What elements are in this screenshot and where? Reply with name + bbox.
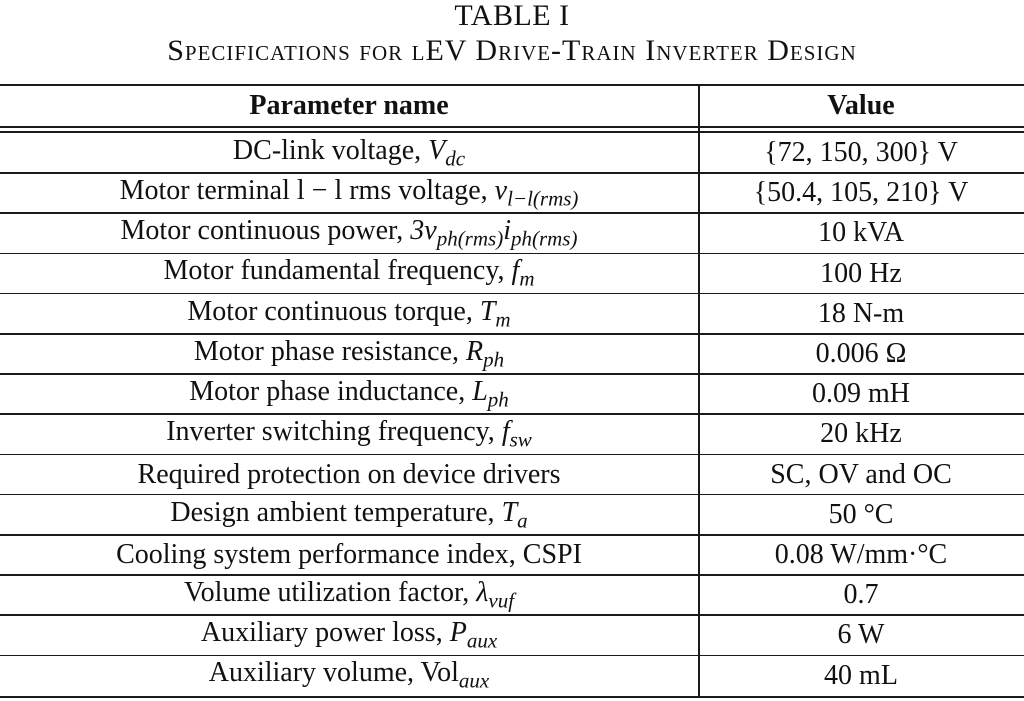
value-cell: {72, 150, 300} V <box>764 137 958 169</box>
parameter-symbol: P <box>449 617 467 649</box>
parameter-label: Motor continuous torque, <box>187 295 480 327</box>
parameter-label: DC-link voltage, <box>232 134 429 166</box>
value-cell: 0.08 W/mm·°C <box>774 539 948 571</box>
parameter-symbol: T <box>479 295 496 327</box>
parameter-cell <box>0 175 698 212</box>
parameter-symbol: T <box>501 496 518 528</box>
parameter-subscript: ph <box>483 347 505 372</box>
table-row <box>0 414 1024 454</box>
parameter-cell <box>0 376 698 413</box>
parameter-subscript: l−l(rms) <box>507 186 579 211</box>
parameter-label: Auxiliary volume, Vol <box>208 657 459 689</box>
table-bottom-rule <box>0 696 1024 698</box>
table-row <box>0 455 1024 495</box>
value-cell: 100 Hz <box>820 257 902 289</box>
table-row <box>0 575 1024 615</box>
parameter-cell <box>0 657 698 694</box>
parameter-subscript: ph <box>487 387 509 412</box>
table-row <box>0 334 1024 374</box>
table-row <box>0 254 1024 294</box>
parameter-subscript: a <box>517 508 528 533</box>
parameter-cell <box>0 617 698 654</box>
value-cell: 0.006 Ω <box>815 338 907 370</box>
parameter-label: Motor phase inductance, <box>189 375 473 407</box>
value-cell: 18 N-m <box>817 297 905 329</box>
parameter-cell <box>0 539 698 571</box>
value-cell: 20 kHz <box>820 418 902 450</box>
parameter-cell <box>0 296 698 333</box>
table-row <box>0 374 1024 414</box>
parameter-subscript: vuf <box>488 588 515 613</box>
parameter-label: Design ambient temperature, <box>170 496 502 528</box>
value-cell: SC, OV and OC <box>770 458 952 490</box>
parameter-cell <box>0 135 698 172</box>
table-caption-title: Specifications for lEV Drive-Train Inverter Design <box>167 34 857 67</box>
parameter-symbol: λ <box>476 576 489 608</box>
parameter-cell <box>0 577 698 614</box>
parameter-symbol: v <box>494 174 508 206</box>
parameter-label: Motor fundamental frequency, <box>163 255 512 287</box>
table-header-row <box>0 86 1024 126</box>
parameter-label: Cooling system performance index, CSPI <box>116 539 582 571</box>
parameter-symbol: f <box>511 255 520 287</box>
parameter-symbol: V <box>428 134 446 166</box>
value-cell: 0.7 <box>843 579 879 611</box>
parameter-symbol-2: i <box>503 215 511 247</box>
column-divider <box>698 84 700 698</box>
parameter-cell <box>0 497 698 534</box>
header-parameter-name: Parameter name <box>249 90 449 121</box>
parameter-symbol: L <box>472 375 488 407</box>
parameter-subscript: aux <box>458 668 490 693</box>
value-cell: 40 mL <box>824 659 898 691</box>
table-row <box>0 133 1024 173</box>
parameter-label: Volume utilization factor, <box>183 576 477 608</box>
header-value: Value <box>827 90 895 121</box>
table-row <box>0 173 1024 213</box>
parameter-cell <box>0 215 698 252</box>
value-cell: 10 kVA <box>818 217 904 249</box>
parameter-label: Inverter switching frequency, <box>166 416 502 448</box>
table-row <box>0 495 1024 535</box>
parameter-cell <box>0 416 698 453</box>
parameter-symbol: 3v <box>410 215 437 247</box>
header-rule-1 <box>0 126 1024 128</box>
parameter-cell <box>0 255 698 292</box>
parameter-label: Required protection on device drivers <box>137 458 561 490</box>
parameter-subscript: sw <box>509 427 532 452</box>
parameter-subscript-2: ph(rms) <box>510 226 578 251</box>
parameter-symbol: f <box>501 416 510 448</box>
table-row <box>0 535 1024 575</box>
table-row <box>0 294 1024 334</box>
parameter-symbol: R <box>466 335 484 367</box>
parameter-subscript: m <box>519 266 535 291</box>
table-caption-number: TABLE I <box>454 0 570 32</box>
parameter-label: Motor continuous power, <box>120 215 411 247</box>
table-row <box>0 615 1024 655</box>
parameter-cell <box>0 459 698 491</box>
parameter-subscript: m <box>495 307 511 332</box>
parameter-subscript: dc <box>445 146 466 171</box>
parameter-label: Motor terminal l − l rms voltage, <box>119 174 495 206</box>
parameter-subscript: aux <box>466 628 498 653</box>
value-cell: {50.4, 105, 210} V <box>753 177 969 209</box>
parameter-cell <box>0 336 698 373</box>
parameter-label: Motor phase resistance, <box>193 335 467 367</box>
value-cell: 0.09 mH <box>812 378 910 410</box>
parameter-label: Auxiliary power loss, <box>200 617 450 649</box>
table-row <box>0 656 1024 696</box>
table-row <box>0 213 1024 253</box>
value-cell: 6 W <box>837 619 885 651</box>
parameter-subscript: ph(rms) <box>436 226 504 251</box>
value-cell: 50 °C <box>828 498 894 530</box>
